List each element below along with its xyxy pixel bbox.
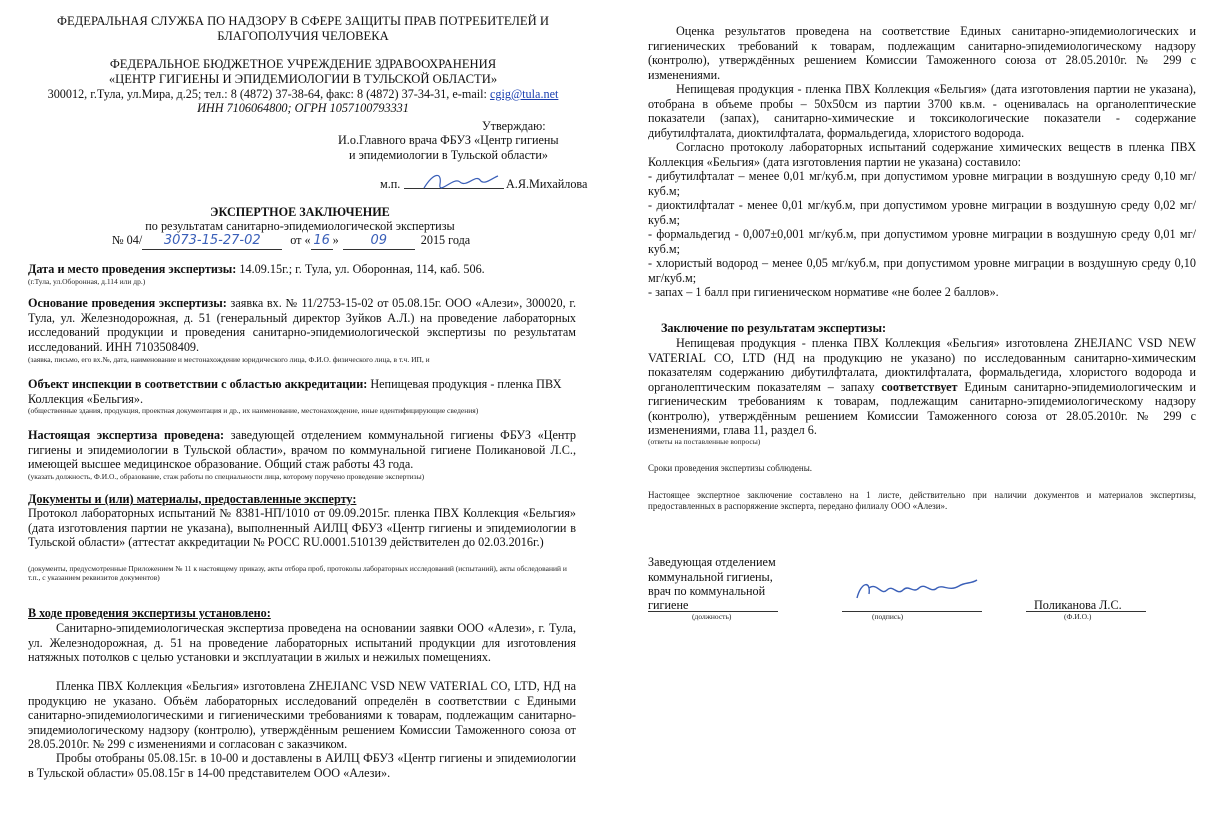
date-prefix: от « (290, 233, 311, 247)
signer-position-3: врач по коммунальной (648, 584, 766, 598)
institution-line1: ФЕДЕРАЛЬНОЕ БЮДЖЕТНОЕ УЧРЕЖДЕНИЕ ЗДРАВООХРАНЕНИЯ (109, 57, 497, 71)
approver-position-2: и эпидемиологии в Тульской области» (349, 148, 548, 162)
object-para (28, 377, 576, 406)
document-month: 09 (343, 234, 415, 250)
date-mid: » (332, 233, 339, 247)
name-caption: (Ф.И.О.) (1064, 612, 1092, 621)
conducted-value: заведующей отделением коммунальной гигиены ФБУЗ «Центр гигиены и эпидемиологии в Тульской области», врачом по коммунальной гигиене Поликановой Л.С., имеющей высшее медицинское образование. Общий стаж работы 43 года. (28, 428, 576, 471)
result-item-dop: - диоктилфталат - менее 0,01 мг/куб.м, при допустимом уровне миграции в воздушную среду 0,02 мг/куб.м; (648, 198, 1196, 227)
document-title: ЭКСПЕРТНОЕ ЗАКЛЮЧЕНИЕ (210, 205, 390, 219)
institution-line2: «ЦЕНТР ГИГИЕНЫ И ЭПИДЕМИОЛОГИИ В ТУЛЬСКОЙ ОБЛАСТИ» (108, 72, 498, 86)
basis-value: заявка вх. № 11/2753-15-02 от 05.08.15г. ООО «Алези», 300020, г. Тула, ул. Железнодорожная, д. 51 (генеральный директор Зуйков А.Л.) на проведение лабораторных исследований продукции и проведения санитарно-эпидемиологической экспертизы по результатам исследований. ИНН 7103508409. (28, 296, 576, 354)
conclusion-text-before: Непищевая продукция - пленка ПВХ Коллекция «Бельгия» изготовлена ZHEJIANC VSD NEW VATERIAL CO, LTD (НД на продукцию не указано) по исследованным санитарно-химическим показателям содержанию дибутилфталата, диоктилфталата, формальдегида, хлористого водорода и органолептическим показателям – запаху (648, 336, 1196, 394)
documents-value: Протокол лабораторных испытаний № 8381-НП/1010 от 09.09.2015г. пленка ПВХ Коллекция «Бельгия» (дата изготовления партии не указана), выполненный АИЛЦ ФБУЗ «Центр гигиены и эпидемиологии в Тульской области» (аттестат аккредитации № РОСС RU.0001.510139 действителен до 02.03.2016г.) (28, 506, 576, 549)
signer-signature-icon (851, 576, 981, 608)
approver-name: А.Я.Михайлова (506, 177, 588, 191)
evaluation-para: Оценка результатов проведена на соответствие Единых санитарно-эпидемиологических и гигиенических требований к товарам, подлежащим санитарно-эпидемиологическому надзору (контролю), утверждённых решением Комиссии Таможенного союза от 28.05.2010г. № 299 с изменениями. (648, 24, 1196, 82)
stamp-place: м.п. (380, 177, 401, 191)
result-item-odor: - запах – 1 балл при гигиеническом нормативе «не более 2 баллов». (648, 285, 999, 299)
basis-label: Основание проведения экспертизы: (28, 296, 227, 310)
established-p1: Санитарно-эпидемиологическая экспертиза проведена на основании заявки ООО «Алези», г. Тула, ул. Железнодорожная, д. 51 на проведение лабораторных испытаний продукции для изготовления натяжных потолков с целью установки и эксплуатации в жилых и нежилых помещениях. (28, 621, 576, 664)
result-item-formaldehyde: - формальдегид - 0,007±0,001 мг/куб.м, при допустимом уровне миграции в воздушную среду 0,01 мг/куб.м; (648, 227, 1196, 256)
conducted-label: Настоящая экспертиза проведена: (28, 428, 225, 442)
established-p2: Пленка ПВХ Коллекция «Бельгия» изготовлена ZHEJIANC VSD NEW VATERIAL CO, LTD, НД на продукцию не указано. Объём лабораторных исследований определён в соответствии с Едиными санитарно-эпидемиологическими и гигиеническими требованиями к товарам, подлежащим санитарно-эпидемиологическому надзору (контролю), утверждённым решением Комиссии Таможенного союза от 28.05.2010г. № 299 с изменениями и согласован с заказчиком. (28, 679, 576, 751)
signature-caption: (подпись) (872, 612, 904, 621)
date-place-value: 14.09.15г.; г. Тула, ул. Оборонная, 114, каб. 506. (236, 262, 485, 276)
right-page (606, 0, 1212, 813)
signer-position-1: Заведующая отделением (648, 555, 776, 569)
object-value: Непищевая продукция - пленка ПВХ Коллекция «Бельгия». (28, 377, 562, 406)
date-place-label: Дата и место проведения экспертизы: (28, 262, 237, 276)
agency-title: ФЕДЕРАЛЬНАЯ СЛУЖБА ПО НАДЗОРУ В СФЕРЕ ЗАЩИТЫ ПРАВ ПОТРЕБИТЕЛЕЙ И БЛАГОПОЛУЧИЯ ЧЕЛОВЕКА (57, 14, 549, 43)
approver-position-1: И.о.Главного врача ФБУЗ «Центр гигиены (338, 133, 559, 147)
basis-para (28, 296, 576, 354)
conclusion-verdict: соответствует (881, 379, 958, 394)
signer-position-4: гигиене (648, 598, 689, 612)
terms-observed: Сроки проведения экспертизы соблюдены. (648, 463, 813, 473)
number-prefix: № 04/ (112, 233, 143, 247)
documents-label: Документы и (или) материалы, предоставленные эксперту: (28, 492, 357, 506)
conclusion-text (648, 336, 1196, 438)
result-item-dbp: - дибутилфталат – менее 0,01 мг/куб.м, при допустимом уровне миграции в воздушную среду 0,10 мг/куб.м; (648, 169, 1196, 198)
document-number-line (112, 233, 512, 250)
established-label: В ходе проведения экспертизы установлено: (28, 606, 271, 620)
date-place-note: (г.Тула, ул.Оборонная, д.114 или др.) (28, 277, 146, 286)
basis-note: (заявка, письмо, его вх.№, дата, наименование и местонахождение юридического лица, Ф.И.О. физического лица, в т.ч. ИП, и (28, 355, 430, 364)
document-year: 2015 года (420, 233, 471, 247)
approver-signature-icon (420, 168, 500, 194)
conclusion-text-after: Единым санитарно-эпидемиологическим и гигиеническим требованиям к товарам, подлежащим санитарно-эпидемиологическому надзору (контролю), утверждённым решением Комиссии Таможенного союза от 28.05.2010г. № 299 с изменениями, глава 11, раздел 6. (648, 379, 1197, 437)
signer-name: Поликанова Л.С. (1034, 598, 1122, 612)
document-number: 3073-15-27-02 (142, 234, 282, 250)
approve-label: Утверждаю: (482, 119, 546, 133)
signature-line (842, 611, 982, 612)
object-note: (общественные здания, продукция, проектная документация и др., их наименование, местонахождение, иные идентифицирующие сведения) (28, 406, 479, 415)
conclusion-label: Заключение по результатам экспертизы: (661, 321, 887, 335)
results-list (648, 169, 1196, 300)
address-line (20, 87, 586, 102)
compiled-statement: Настоящее экспертное заключение составлено на 1 листе, действительно при наличии документов и материалов экспертизы, предоставленных в распоряжение эксперта, передано филиалу ООО «Алези». (648, 490, 1196, 511)
conducted-note: (указать должность, Ф.И.О., образование, стаж работы по специальности лица, которому поручено проведение экспертизы) (28, 472, 425, 481)
email-link[interactable]: cgig@tula.net (489, 87, 559, 101)
documents-note: (документы, предусмотренные Приложением № 11 к настоящему приказу, акты отбора проб, протоколы лабораторных исследований (испытаний), акты обследований и т.п., с указанием реквизитов документов) (28, 564, 567, 582)
position-caption: (должность) (692, 612, 732, 621)
document-subtitle: по результатам санитарно-эпидемиологической экспертизы (145, 219, 455, 233)
result-item-hcl: - хлористый водород – менее 0,05 мг/куб.м, при допустимом уровне миграции в воздушную среду 0,10 мг/куб.м; (648, 256, 1196, 285)
established-p3: Пробы отобраны 05.08.15г. в 10-00 и доставлены в АИЛЦ ФБУЗ «Центр гигиены и эпидемиологии в Тульской области» 05.08.15г в 14-00 представителем ООО «Алези». (28, 751, 576, 780)
conducted-para (28, 428, 576, 472)
protocol-para: Согласно протоколу лабораторных испытаний содержание химических веществ в пленка ПВХ Коллекция «Бельгия» (дата изготовления партии не указана) составило: (648, 140, 1196, 169)
inn-ogrn: ИНН 7106064800; ОГРН 1057100793331 (197, 101, 409, 115)
document-day: 16 (311, 234, 333, 250)
signer-position-2: коммунальной гигиены, (648, 570, 773, 584)
object-label: Объект инспекции в соответствии с областью аккредитации: (28, 377, 368, 391)
conclusion-note: (ответы на поставленные вопросы) (648, 437, 761, 446)
address-text: 300012, г.Тула, ул.Мира, д.25; тел.: 8 (4872) 37-38-64, факс: 8 (4872) 37-34-31, e-mail: (47, 87, 490, 101)
date-place-para (28, 262, 576, 277)
product-para: Непищевая продукция - пленка ПВХ Коллекция «Бельгия» (дата изготовления партии не указана), отобрана в объеме пробы – 50х50см из партии 3700 кв.м. - оценивалась на органолептические показатели (запах), санитарно-химические и токсикологические показатели - содержание дибутилфталата, диоктилфталата, формальдегида, хлористого водорода. (648, 82, 1196, 140)
